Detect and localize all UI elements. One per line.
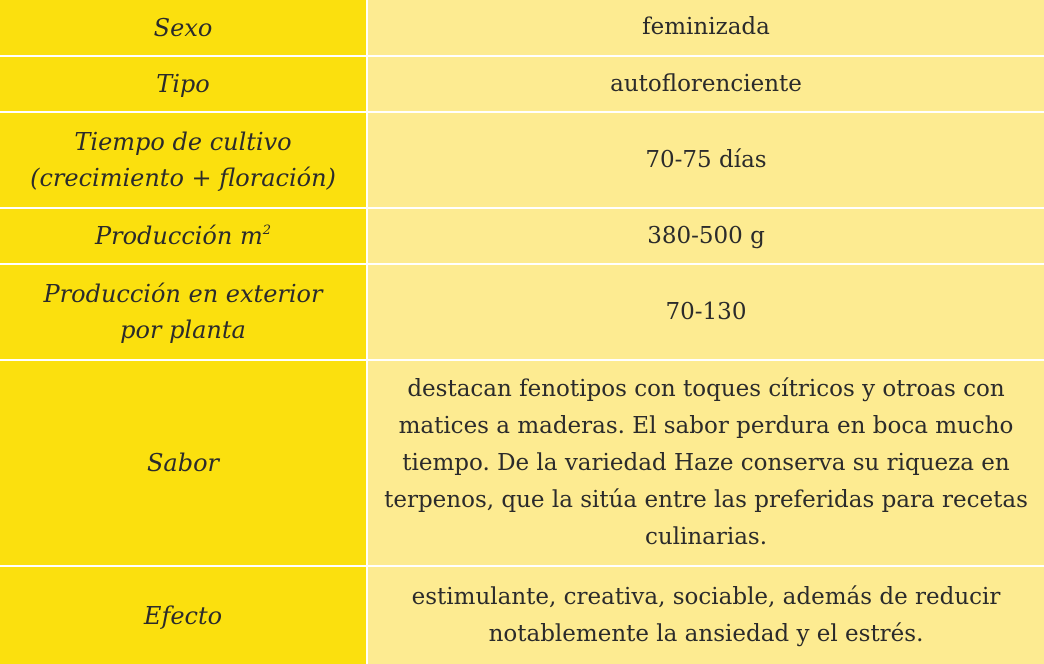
row-label-sabor bbox=[0, 360, 367, 566]
row-label-text bbox=[95, 218, 271, 254]
row-value-tipo bbox=[367, 56, 1044, 112]
row-value-text: autoflorenciente bbox=[610, 70, 802, 97]
row-value-text: destacan fenotipos con toques cítricos y otroas con matices a maderas. El sabor perdura en boca mucho tiempo. De la variedad Haze conserva su riqueza en terpenos, que la sitúa entre las preferidas para recetas culinarias. bbox=[384, 375, 1028, 550]
row-label-produccion-m2 bbox=[0, 208, 367, 264]
row-label-tiempo-cultivo bbox=[0, 112, 367, 208]
table-row-tipo bbox=[0, 56, 1044, 112]
row-value-tiempo-cultivo bbox=[367, 112, 1044, 208]
row-label-main: Producción m bbox=[94, 222, 263, 250]
row-label-text: Sabor bbox=[146, 449, 220, 477]
row-value-text: 70-75 días bbox=[645, 146, 767, 173]
row-value-produccion-m2 bbox=[367, 208, 1044, 264]
row-value-text: 70-130 bbox=[665, 298, 747, 325]
row-label-produccion-exterior bbox=[0, 264, 367, 360]
row-label-text: Sexo bbox=[153, 13, 213, 42]
row-value-sexo bbox=[367, 0, 1044, 56]
row-value-produccion-exterior bbox=[367, 264, 1044, 360]
row-label-tipo bbox=[0, 56, 367, 112]
row-label-text: Tipo bbox=[156, 70, 210, 98]
row-value-text: estimulante, creativa, sociable, además de reducir notablemente la ansiedad y el estrés. bbox=[411, 583, 1001, 647]
table-row-produccion-exterior bbox=[0, 264, 1044, 360]
table-row-efecto bbox=[0, 566, 1044, 664]
row-label-efecto bbox=[0, 566, 367, 664]
row-value-efecto bbox=[367, 566, 1044, 664]
row-label-text: Efecto bbox=[143, 601, 223, 630]
row-label-superscript: 2 bbox=[262, 223, 272, 238]
row-value-text: 380-500 g bbox=[647, 222, 765, 249]
table-row-produccion-m2 bbox=[0, 208, 1044, 264]
row-label-sexo bbox=[0, 0, 367, 56]
table-row-sexo bbox=[0, 0, 1044, 56]
row-value-sabor bbox=[367, 360, 1044, 566]
table-row-sabor bbox=[0, 360, 1044, 566]
table-row-tiempo-cultivo bbox=[0, 112, 1044, 208]
row-label-text: Producción en exterior por planta bbox=[43, 280, 323, 344]
row-label-text: Tiempo de cultivo (crecimiento + floración) bbox=[30, 128, 336, 192]
row-value-text: feminizada bbox=[642, 14, 770, 40]
